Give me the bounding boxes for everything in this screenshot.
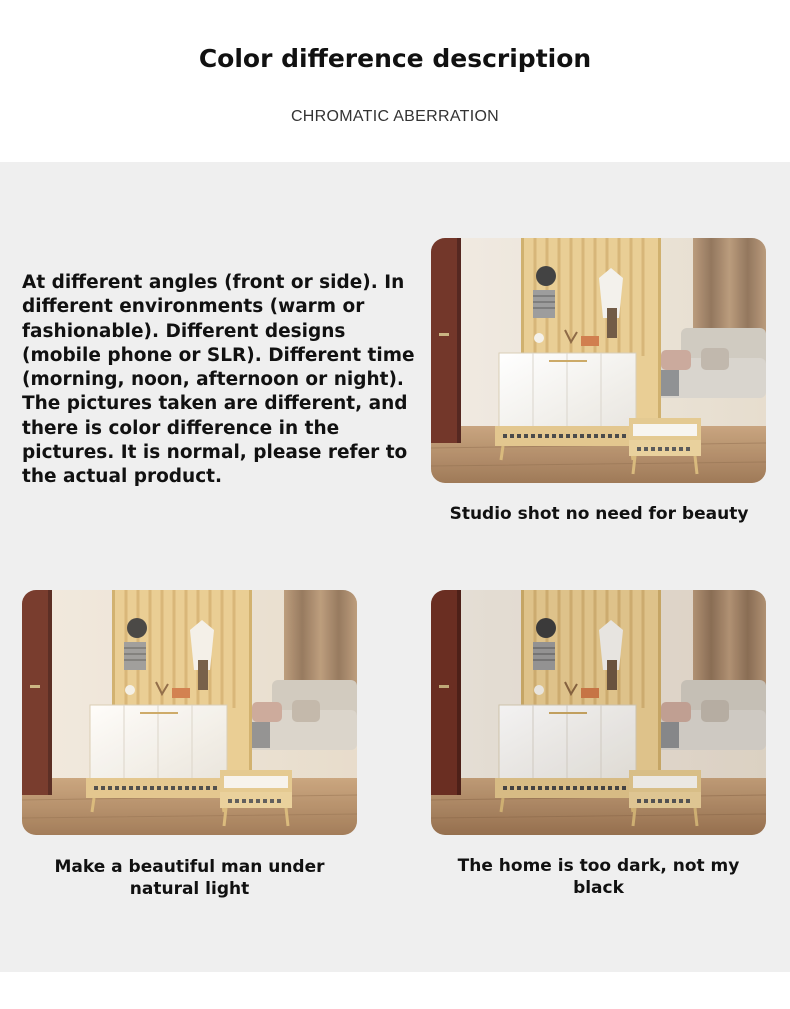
product-photo-natural-light — [22, 590, 357, 835]
page-title: Color difference description — [198, 44, 592, 73]
cabinet-room-image — [431, 590, 766, 835]
header — [0, 0, 790, 162]
product-photo-studio — [431, 238, 766, 483]
page-subtitle: CHROMATIC ABERRATION — [290, 108, 500, 125]
cabinet-room-image — [22, 590, 357, 835]
photo-caption: The home is too dark, not my black — [457, 856, 740, 898]
cabinet-room-image — [431, 238, 766, 483]
photo-caption: Make a beautiful man under natural light — [54, 857, 325, 899]
photo-caption: Studio shot no need for beauty — [449, 504, 749, 524]
product-photo-dark-home — [431, 590, 766, 835]
bottom-strip — [0, 972, 790, 1009]
description-text: At different angles (front or side). In different environments (warm or fashionable). Different designs (mobile phone or SLR). Different time (morning, noon, afternoon or night). The pictures taken are different, and there is color difference in the pictures. It is normal, please refer to the actual product. — [22, 272, 415, 488]
